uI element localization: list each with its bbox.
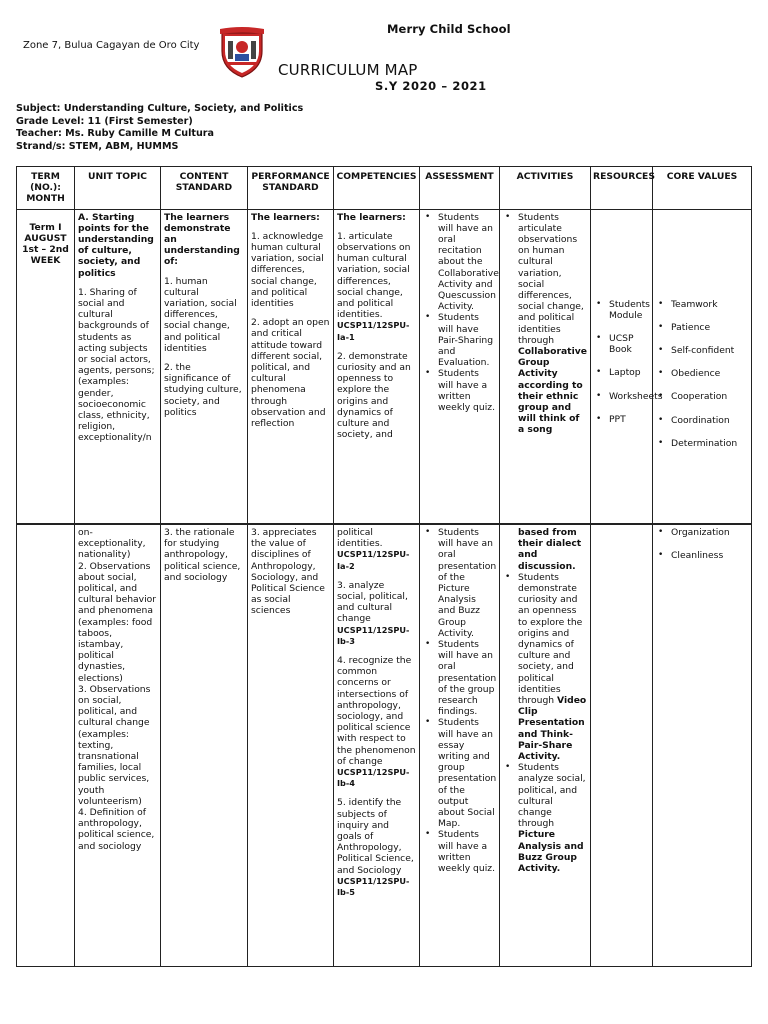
competencies-heading: The learners:: [337, 211, 406, 223]
competencies-cell: [334, 525, 420, 967]
list-item: • Students will have an oral presentation of the Picture Analysis and Buzz Group Activity.: [423, 527, 496, 639]
col-resources: RESOURCES: [591, 167, 653, 210]
list-item: • Students Module: [594, 299, 649, 321]
core-values-cell: [653, 525, 752, 967]
list-item: • Teamwork: [656, 299, 748, 310]
list-item: • Cooperation: [656, 391, 748, 402]
resources-list: [594, 298, 663, 425]
list-item: • UCSP Book: [594, 333, 649, 355]
competency-item: 2. demonstrate curiosity and an openness to explore the origins and dynamics of culture and society, and: [337, 350, 411, 441]
activity-bold: based from their dialect and discussion.: [518, 527, 582, 572]
competency-item: political identities.: [337, 527, 383, 550]
list-item: [503, 572, 587, 762]
list-item: • Students will have a written weekly quiz.: [423, 829, 496, 874]
school-name: Merry Child School: [387, 22, 511, 36]
list-item: • Cleanliness: [656, 550, 748, 561]
activity-text: Students articulate observations on human cultural variation, social differences, social change, and political identities through: [518, 211, 584, 346]
assessment-cell: [420, 525, 500, 967]
col-core-values: CORE VALUES: [653, 167, 752, 210]
activity-text: Students demonstrate curiosity and an openness to explore the origins and dynamics of culture and society, and political identities through: [518, 571, 583, 707]
list-item: • Laptop: [594, 367, 649, 378]
performance-item: 1. acknowledge human cultural variation, social differences, social change, and political identities: [251, 230, 324, 310]
col-term: TERM (NO.): MONTH: [17, 167, 75, 210]
list-item: • Students will have an oral recitation about the Collaborative Activity and Quescussion Activity.: [423, 212, 496, 313]
performance-heading: The learners:: [251, 211, 320, 223]
table-row: [17, 525, 752, 967]
competency-code: UCSP11/12SPU-Ia-1: [337, 320, 410, 342]
list-item: • Students will have an essay writing and group presentation of the output about Social Map.: [423, 717, 496, 829]
school-logo: [216, 27, 268, 79]
resources-cell: [591, 525, 653, 967]
activities-list: [503, 212, 587, 436]
col-performance-standard: PERFORMANCE STANDARD: [248, 167, 334, 210]
performance-item: 2. adopt an open and critical attitude toward different social, political, and cultural phenomena through observation and reflection: [251, 317, 330, 430]
competency-code: UCSP11/12SPU-Ib-5: [337, 875, 410, 898]
competency-item: 4. recognize the common concerns or intersections of anthropology, sociology, and political science with respect to the phenomenon of change: [337, 655, 416, 767]
core-values-list: [656, 527, 748, 561]
activity-text: Students analyze social, political, and cultural change through: [518, 762, 586, 830]
subject-line: Subject: Understanding Culture, Society, and Politics: [16, 103, 304, 114]
list-item: • Coordination: [656, 415, 748, 426]
grade-level-line: Grade Level: 11 (First Semester): [16, 115, 193, 127]
content-standard-cell: [161, 209, 248, 523]
list-item: • PPT: [594, 414, 649, 425]
activity-bold: Video Clip Presentation and Think-Pair-Share Activity.: [518, 695, 587, 763]
content-standard-cell: [161, 525, 248, 967]
competency-item: 1. articulate observations on human cultural variation, social differences, social change, and political identities.: [337, 230, 411, 321]
table-row: [17, 209, 752, 523]
table-header-row: [17, 167, 752, 210]
list-item: • Students will have Pair-Sharing and Evaluation.: [423, 312, 496, 368]
activity-bold: Collaborative Group Activity according to their ethnic group and will think of a song: [518, 346, 587, 436]
col-content-standard: CONTENT STANDARD: [161, 167, 248, 210]
unit-body-continued: on-exceptionality, nationality) 2. Observations about social, political, and cultural behavior and phenomena (examples: food taboos, istambay, political dynasties, elections) 3. Observations on social, political, and cultural change (examples: texting, transnational families, local public services, youth volunteerism) 4. Definition of anthropology, political science, and sociology: [78, 527, 157, 852]
school-year: S.Y 2020 – 2021: [375, 79, 487, 93]
col-competencies: COMPETENCIES: [334, 167, 420, 210]
unit-topic-cell: [75, 209, 161, 523]
core-values-cell: [653, 209, 752, 523]
list-item: • Students will have a written weekly quiz.: [423, 368, 496, 413]
performance-item: 3. appreciates the value of disciplines of Anthropology, Sociology, and Political Science as social sciences: [251, 527, 325, 617]
term-cell: [17, 525, 75, 967]
list-item: • Determination: [656, 438, 748, 449]
assessment-list: [423, 211, 499, 414]
assessment-list: [423, 527, 496, 874]
assessment-cell: [420, 209, 500, 523]
competencies-cell: [334, 209, 420, 523]
list-item: • Self-confident: [656, 345, 748, 356]
list-item: • Patience: [656, 322, 748, 333]
term-cell: [17, 209, 75, 523]
unit-topic-cell: [75, 525, 161, 967]
competency-code: UCSP11/12SPU-Ib-4: [337, 767, 410, 789]
unit-body: 1. Sharing of social and cultural backgrounds of students as acting subjects or social actors, agents, persons; (examples: gender, socioeconomic class, ethnicity, religion, exceptionality/n: [78, 286, 155, 444]
list-item: • Worksheets: [594, 391, 649, 402]
list-item: • Students will have an oral presentation of the group research findings.: [423, 639, 496, 717]
curriculum-table-page-1: [16, 166, 752, 524]
resources-cell: [591, 209, 663, 523]
activities-list: [503, 572, 587, 874]
content-item: 3. the rationale for studying anthropology, political science, and sociology: [164, 527, 241, 583]
unit-heading: A. Starting points for the understanding of culture, society, and politics: [78, 211, 154, 279]
competency-item: 5. identify the subjects of inquiry and goals of Anthropology, Political Science, and Sociology: [337, 797, 414, 876]
school-address: Zone 7, Bulua Cagayan de Oro City: [23, 40, 200, 51]
list-item: [503, 762, 587, 874]
competency-item: 3. analyze social, political, and cultural change: [337, 579, 408, 625]
content-heading: The learners demonstrate an understanding of:: [164, 211, 240, 268]
activities-cell: [500, 525, 591, 967]
performance-standard-cell: [248, 525, 334, 967]
list-item: • Obedience: [656, 368, 748, 379]
col-assessment: ASSESSMENT: [420, 167, 500, 210]
list-item: • Organization: [656, 527, 748, 538]
col-unit-topic: UNIT TOPIC: [75, 167, 161, 210]
list-item: [503, 212, 587, 436]
core-values-list: [656, 299, 748, 449]
subject-info: [16, 103, 303, 153]
term: Term I: [29, 221, 62, 233]
content-item: 2. the significance of studying culture, society, and politics: [164, 362, 242, 418]
document-title: CURRICULUM MAP: [278, 61, 418, 79]
content-item: 1. human cultural variation, social differences, social change, and political identities: [164, 275, 237, 354]
month: AUGUST: [24, 232, 67, 244]
col-activities: ACTIVITIES: [500, 167, 591, 210]
week: 1st – 2nd WEEK: [22, 244, 69, 267]
activity-bold: Picture Analysis and Buzz Group Activity.: [518, 829, 584, 875]
teacher-line: Teacher: Ms. Ruby Camille M Cultura: [16, 128, 214, 140]
curriculum-table-page-2: [16, 524, 752, 967]
activities-cell: [500, 209, 591, 523]
strand-line: Strand/s: STEM, ABM, HUMMS: [16, 140, 179, 152]
competency-code: UCSP11/12SPU-Ib-3: [337, 624, 410, 646]
competency-code: UCSP11/12SPU-Ia-2: [337, 549, 410, 571]
performance-standard-cell: [248, 209, 334, 523]
